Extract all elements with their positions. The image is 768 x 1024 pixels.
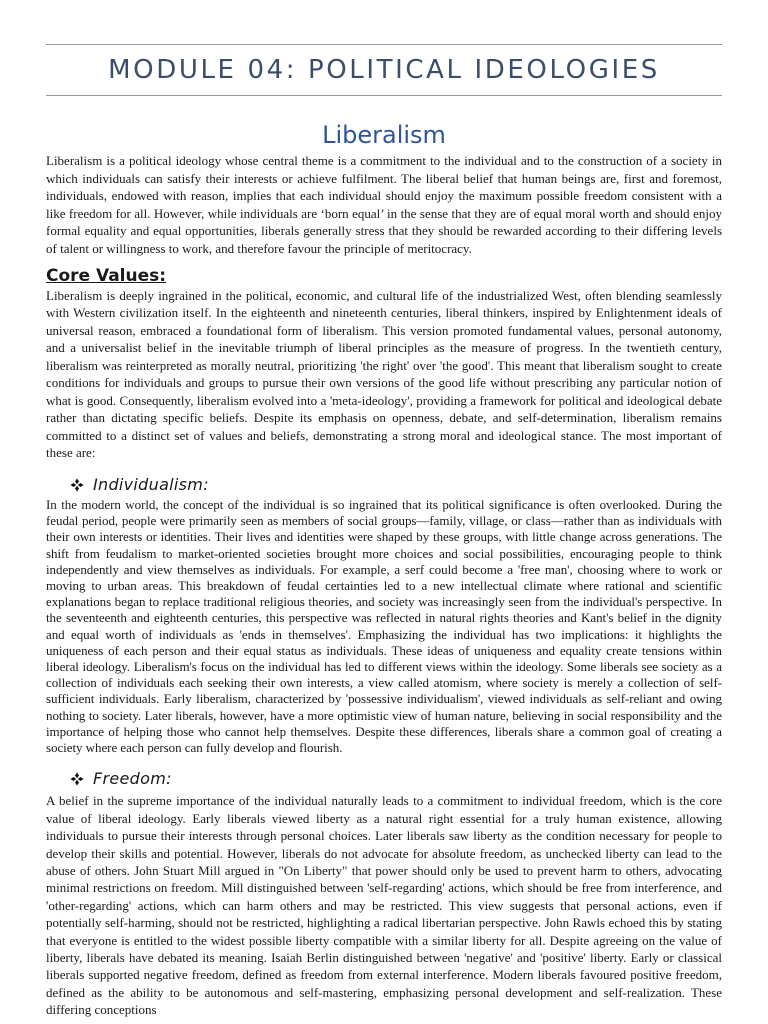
module-title: MODULE 04: POLITICAL IDEOLOGIES (108, 55, 660, 85)
freedom-paragraph: A belief in the supreme importance of the individual naturally leads to a commitment to individual freedom, which is the core value of liberal ideology. Early liberals viewed liberty as a natural right essential for a truly human existence, allowing individuals to pursue their interests through personal choices. Later liberals saw liberty as the condition necessary for people to develop their skills and potential. However, liberals do not advocate for absolute freedom, as unchecked liberty can lead to the abuse of others. John Stuart Mill argued in "On Liberty" that power should only be used to prevent harm to others, advocating minimal restrictions on freedom. Mill distinguished between 'self-regarding' actions, which should be free from interference, and 'other-regarding' actions, which can harm others and may be restricted. This view suggests that personal actions, even if potentially self-harming, should not be restricted, highlighting a radical libertarian perspective. John Rawls echoed this by stating that everyone is entitled to the widest possible liberty compatible with a similar liberty for all. Despite agreeing on the value of liberty, liberals have debated its meaning. Isaiah Berlin distinguished between 'negative' and 'positive' liberty. Early or classical liberals supported negative freedom, defined as freedom from external interference. Modern liberals favoured positive freedom, defined as the ability to be autonomous and self-mastering, emphasizing personal development and self-realization. These differing conceptions (46, 793, 722, 1018)
individualism-subheading (70, 474, 722, 496)
diamond-bullet-icon (70, 478, 84, 492)
intro-paragraph: Liberalism is a political ideology whose central theme is a commitment to the individual and to the construction of a society in which individuals can satisfy their interests or achieve fulfilment. The liberal belief that human beings are, first and foremost, individuals, endowed with reason, implies that each individual should enjoy the maximum possible freedom consistent with a like freedom for all. However, while individuals are ‘born equal’ in the sense that they are of equal moral worth and should enjoy formal equality and equal opportunities, liberals generally stress that they should be rewarded according to their differing levels of talent or willingness to work, and therefore favour the principle of meritocracy. (46, 153, 722, 256)
individualism-heading: Individualism: (93, 475, 209, 495)
freedom-subheading (70, 768, 722, 790)
core-values-heading: Core Values: (46, 265, 167, 286)
diamond-bullet-icon (70, 772, 84, 786)
document-page (46, 44, 722, 1019)
section-title: Liberalism (322, 121, 446, 149)
freedom-heading: Freedom: (93, 769, 172, 789)
title-bottom-rule (46, 95, 722, 96)
individualism-paragraph: In the modern world, the concept of the individual is so ingrained that its political significance is often overlooked. During the feudal period, people were primarily seen as members of social groups—family, village, or class—rather than as individuals with their own interests or identities. Their lives and identities were shaped by these groups, with little change across generations. The shift from feudalism to market-oriented societies brought more choices and social possibilities, encouraging people to think independently and view themselves as individuals. For example, a serf could become a 'free man', choosing where to work or moving to urban areas. This breakdown of feudal certainties led to a new intellectual climate where rational and scientific explanations began to replace traditional religious theories, and society was increasingly seen from the individual's perspective. In the seventeenth and eighteenth centuries, this perspective was reflected in natural rights theories and Kant's belief in the dignity and equal worth of individuals as 'ends in themselves'. Emphasizing the individual has two implications: it highlights the uniqueness of each person and their equal status as individuals. These ideas of uniqueness and equality create tensions within liberal ideology. Liberalism's focus on the individual has led to different views within the ideology. Some liberals see society as a collection of individuals each seeking their own interests, a view called atomism, where society is merely a collection of self-sufficient individuals. Early liberalism, characterized by 'possessive individualism', viewed individuals as self-reliant and owing nothing to society. Later liberals, however, have a more optimistic view of human nature, believing in social responsibility and the importance of helping those who cannot help themselves. Despite these differences, liberals share a common goal of creating a society where each person can fully develop and flourish. (46, 497, 722, 756)
core-values-paragraph: Liberalism is deeply ingrained in the political, economic, and cultural life of the industrialized West, often blending seamlessly with Western civilization itself. In the eighteenth and nineteenth centuries, liberal thinkers, inspired by Enlightenment ideals of universal reason, embraced a foundational form of liberalism. This version promoted fundamental values, personal autonomy, and a universalist belief in the inevitable triumph of liberal principles as the measure of progress. In the twentieth century, liberalism was reinterpreted as morally neutral, prioritizing 'the right' over 'the good'. This meant that liberalism sought to create conditions for individuals and groups to pursue their own versions of the good life without prescribing any particular notion of what is good. Consequently, liberalism evolved into a 'meta-ideology', providing a framework for political and ideological debate rather than dictating specific beliefs. Despite its emphasis on openness, debate, and self-determination, liberalism remains committed to a distinct set of values and beliefs, demonstrating a strong moral and ideological stance. The most important of these are: (46, 287, 722, 461)
